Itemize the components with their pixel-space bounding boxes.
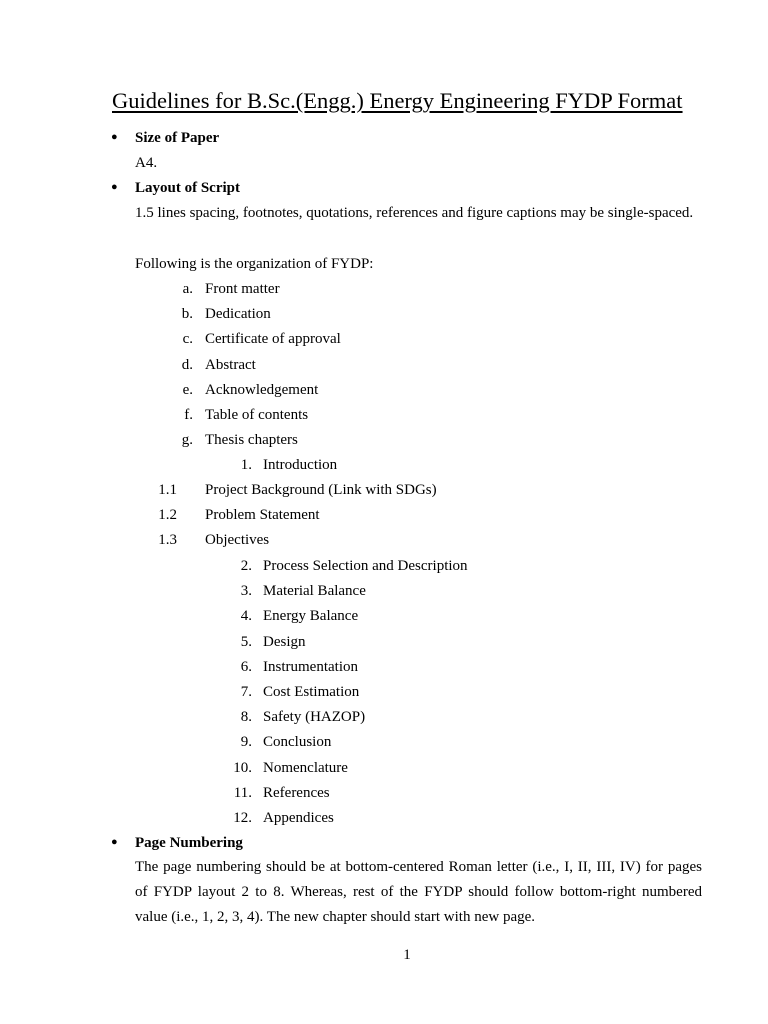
chapter-item-label: Energy Balance: [263, 608, 359, 625]
front-item-marker: f.: [184, 407, 193, 423]
section-heading-layout: Layout of Script: [135, 180, 240, 196]
chapter-item-label: References: [263, 784, 330, 801]
front-item-marker: b.: [181, 306, 193, 323]
bullet-icon: ●: [111, 836, 118, 848]
front-item-label: Thesis chapters: [205, 432, 298, 449]
front-item-label: Table of contents: [205, 407, 309, 423]
chapter-item-label: Instrumentation: [263, 658, 358, 675]
front-item-marker: g.: [181, 432, 193, 449]
layout-text: 1.5 lines spacing, footnotes, quotations, references and figure captions may be single-spaced.: [135, 205, 694, 221]
front-item-label: Front matter: [205, 281, 280, 297]
subsection-item-label: Project Background (Link with SDGs): [205, 482, 437, 498]
chapter-item-marker: 10.: [233, 759, 252, 776]
chapter-item-marker: 9.: [240, 734, 252, 751]
chapter-item-label: Safety (HAZOP): [263, 709, 366, 726]
chapter-item-label: Process Selection and Description: [263, 558, 468, 574]
page-number: 1: [403, 947, 411, 963]
paper-size-text: A4.: [135, 155, 158, 171]
section-heading-paper: Size of Paper: [135, 130, 220, 146]
chapter-item-marker: 12.: [233, 810, 252, 826]
chapter-item-marker: 2.: [240, 558, 252, 574]
subsection-item-label: Objectives: [205, 532, 270, 549]
chapter-item-label: Material Balance: [263, 583, 366, 600]
front-item-label: Certificate of approval: [205, 331, 341, 348]
front-item-marker: e.: [182, 381, 193, 398]
chapter-item-label: Nomenclature: [263, 759, 348, 776]
chapter-item-label: Design: [263, 633, 306, 650]
chapter-item-marker: 7.: [240, 684, 252, 700]
subsection-item-marker: 1.3: [158, 532, 177, 549]
chapter-item-marker: 1.: [240, 457, 252, 473]
chapter-item-label: Cost Estimation: [263, 684, 360, 700]
numbering-text: The page numbering should be at bottom-centered Roman letter (i.e., I, II, III, IV) for pages of FYDP layout 2 to 8. Whereas, rest of the FYDP should follow bottom-right numbered value (i.e., 1, 2, 3, 4). The new chapter should start with new page.: [135, 859, 702, 926]
front-item-label: Abstract: [205, 356, 256, 373]
subsection-item-marker: 1.1: [158, 482, 177, 498]
front-item-label: Dedication: [205, 306, 271, 323]
bullet-icon: ●: [111, 181, 118, 193]
chapter-item-marker: 4.: [240, 608, 252, 625]
front-item-marker: a.: [182, 281, 193, 297]
page-title: Guidelines for B.Sc.(Engg.) Energy Engineering FYDP Format: [112, 88, 683, 113]
chapter-item-marker: 8.: [240, 709, 252, 726]
subsection-item-marker: 1.2: [158, 507, 177, 524]
chapter-item-marker: 11.: [233, 784, 252, 801]
section-heading-numbering: Page Numbering: [135, 835, 243, 851]
chapter-item-label: Conclusion: [263, 734, 332, 751]
chapter-item-label: Appendices: [263, 810, 334, 826]
chapter-item-marker: 3.: [240, 583, 252, 600]
front-item-label: Acknowledgement: [205, 381, 319, 398]
chapter-item-marker: 5.: [240, 633, 252, 650]
chapter-item-marker: 6.: [240, 658, 252, 675]
front-item-marker: c.: [182, 331, 193, 348]
organization-intro: Following is the organization of FYDP:: [135, 256, 374, 272]
chapter-item-label: Introduction: [263, 457, 338, 473]
bullet-icon: ●: [111, 131, 118, 143]
subsection-item-label: Problem Statement: [205, 507, 320, 524]
front-item-marker: d.: [181, 356, 193, 373]
